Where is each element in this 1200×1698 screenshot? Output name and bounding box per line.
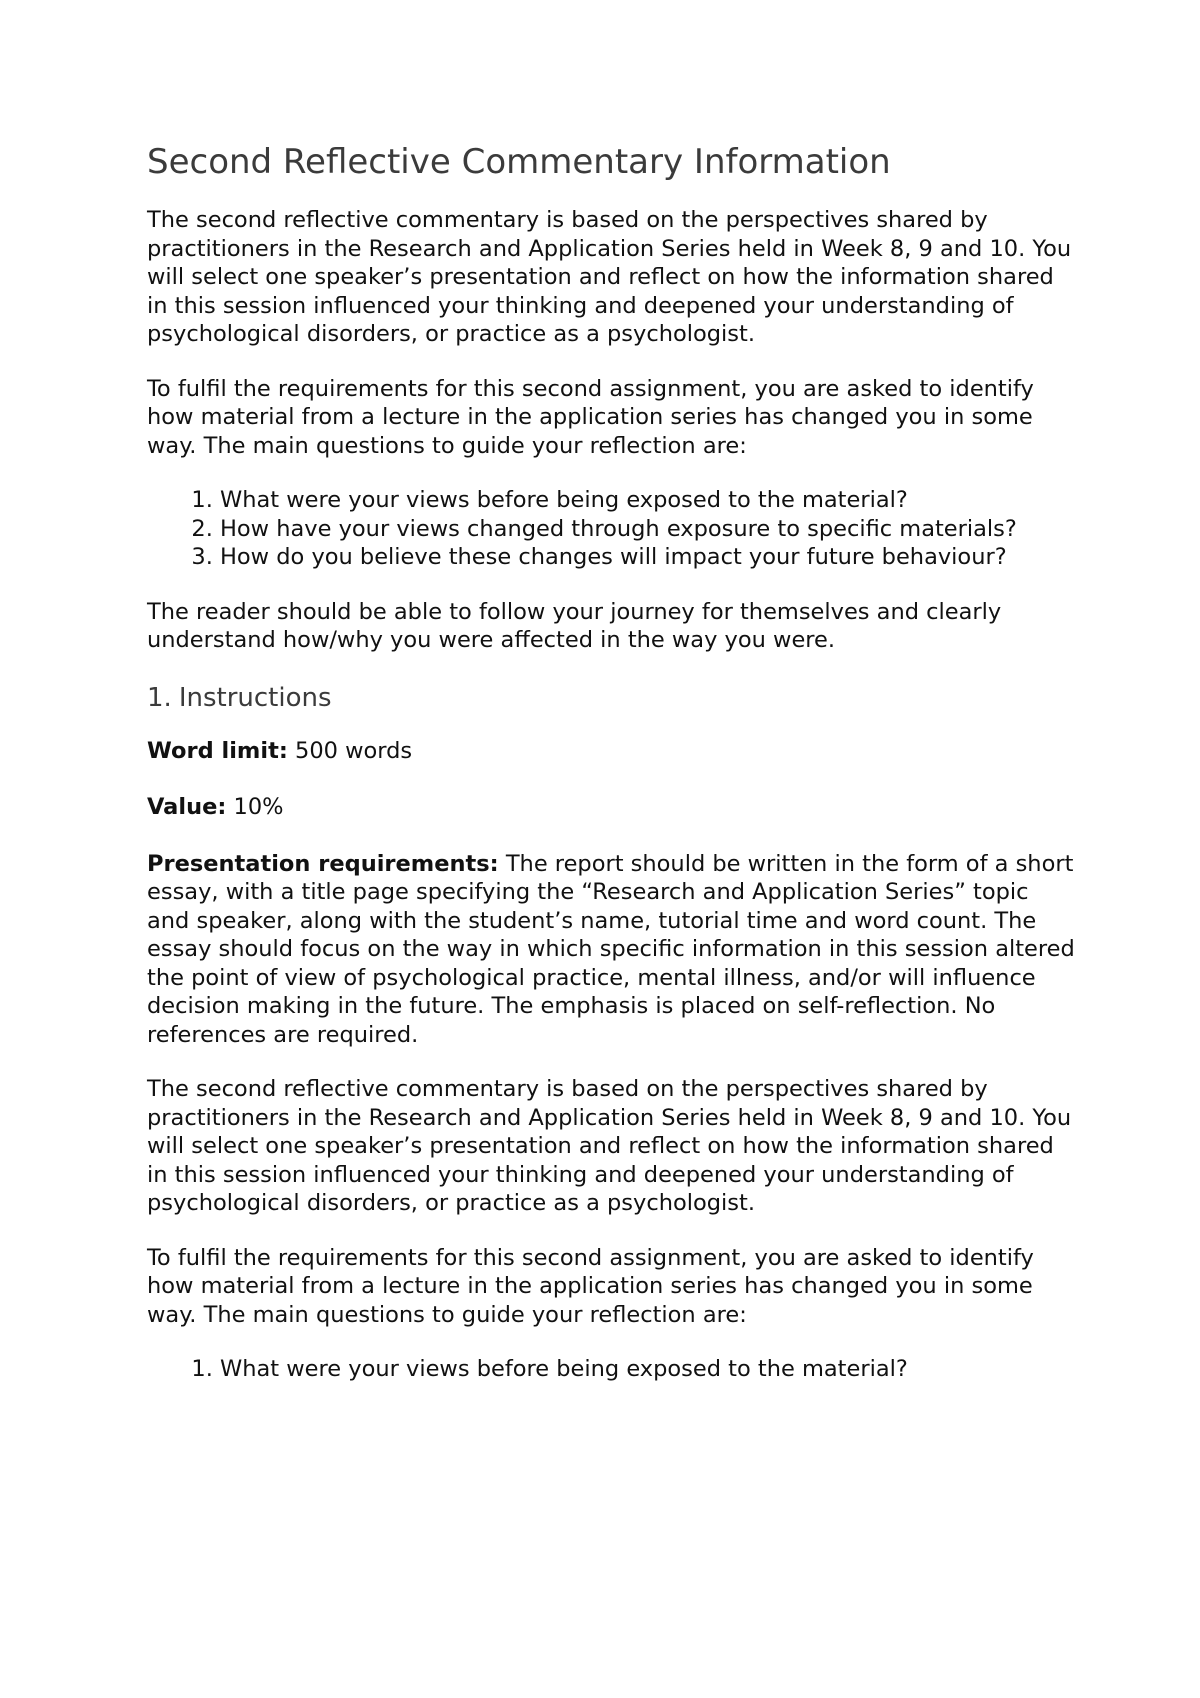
presentation-requirements [147,850,1077,1050]
value-field [147,793,1077,822]
reader-paragraph: The reader should be able to follow your journey for themselves and clearly understand how/why you were affected in the way you were. [147,598,1002,653]
value-label: Value: [147,794,227,820]
document-page [147,140,1077,1410]
repeat-requirements-paragraph: To fulfil the requirements for this second assignment, you are asked to identify how material from a lecture in the application series has changed you in some way. The main questions to guide your reflection are: [147,1244,1034,1328]
word-limit-value: 500 words [295,737,413,764]
value-value: 10% [233,794,284,820]
word-limit-field [147,737,1077,766]
presentation-value: The report should be written in the form of a short essay, with a title page specifying the “Research and Application Series” topic and speaker, along with the student’s name, tutorial time and word count. The essay should focus on the way in which specific information in this session altered the point of view of psychological practice, mental illness, and/or will influence decision making in the future. The emphasis is placed on self-reflection. No references are required. [147,850,1075,1048]
question-item: 3. How do you believe these changes will impact your future behaviour? [220,543,1077,572]
section-number: 1. [147,682,172,713]
question-item: 2. How have your views changed through exposure to specific materials? [220,515,1077,544]
repeat-intro-paragraph: The second reflective commentary is based on the perspectives shared by practitioners in the Research and Application Series held in Week 8, 9 and 10. You will select one speaker’s presentation and reflect on how the information shared in this session influenced your thinking and deepened your understanding of psychological disorders, or practice as a psychologist. [147,1076,1072,1216]
section-heading-text: Instructions [178,682,332,713]
question-item: 1. What were your views before being exposed to the material? [220,1355,1077,1384]
repeat-questions-list [147,1355,1077,1384]
guiding-questions-list [147,486,1077,572]
question-item: 1. What were your views before being exposed to the material? [220,486,1077,515]
document-title: Second Reflective Commentary Information [147,142,891,182]
requirements-paragraph: To fulfil the requirements for this second assignment, you are asked to identify how material from a lecture in the application series has changed you in some way. The main questions to guide your reflection are: [147,375,1034,459]
presentation-label: Presentation requirements: [147,850,499,877]
intro-paragraph: The second reflective commentary is based on the perspectives shared by practitioners in the Research and Application Series held in Week 8, 9 and 10. You will select one speaker’s presentation and reflect on how the information shared in this session influenced your thinking and deepened your understanding of psychological disorders, or practice as a psychologist. [147,207,1072,347]
instructions-heading [147,681,1077,715]
word-limit-label: Word limit: [147,737,288,764]
